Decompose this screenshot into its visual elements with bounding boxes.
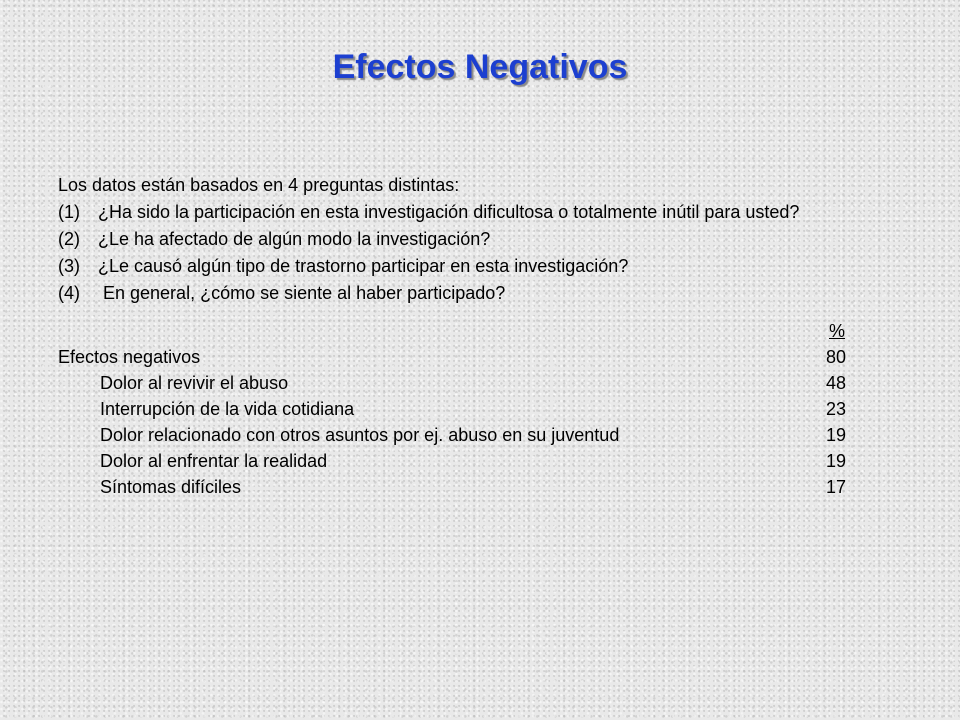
question-number: (1): [58, 202, 80, 222]
question-text: ¿Ha sido la participación en esta investigación dificultosa o totalmente inútil para usted?: [98, 202, 800, 222]
row-value: 48: [826, 373, 847, 393]
table-row: [58, 422, 858, 448]
row-value: 23: [826, 399, 847, 419]
question-text: ¿Le causó algún tipo de trastorno participar en esta investigación?: [98, 256, 629, 276]
table-row: [58, 396, 858, 422]
question-item: [58, 280, 799, 307]
table-row: [58, 474, 858, 500]
question-text: En general, ¿cómo se siente al haber participado?: [98, 283, 506, 303]
effects-table: [58, 318, 858, 500]
intro-section: [58, 172, 799, 307]
row-value: 80: [826, 347, 847, 367]
table-row-main: [58, 344, 858, 370]
row-label: Interrupción de la vida cotidiana: [100, 399, 355, 419]
row-value: 17: [826, 477, 847, 497]
question-item: [58, 226, 799, 253]
row-label: Efectos negativos: [58, 347, 201, 367]
intro-lead: Los datos están basados en 4 preguntas distintas:: [58, 175, 460, 195]
question-item: [58, 199, 799, 226]
row-label: Dolor al enfrentar la realidad: [100, 451, 328, 471]
question-text: ¿Le ha afectado de algún modo la investigación?: [98, 229, 491, 249]
row-label: Dolor relacionado con otros asuntos por ej. abuso en su juventud: [100, 425, 620, 445]
percent-header: %: [829, 321, 846, 341]
table-row: [58, 370, 858, 396]
question-number: (2): [58, 229, 80, 249]
question-number: (4): [58, 283, 80, 303]
question-item: [58, 253, 799, 280]
table-header-row: [58, 318, 858, 344]
table-row: [58, 448, 858, 474]
row-value: 19: [826, 425, 847, 445]
page-title: Efectos Negativos: [332, 48, 628, 86]
row-value: 19: [826, 451, 847, 471]
row-label: Síntomas difíciles: [100, 477, 242, 497]
row-label: Dolor al revivir el abuso: [100, 373, 289, 393]
question-number: (3): [58, 256, 80, 276]
